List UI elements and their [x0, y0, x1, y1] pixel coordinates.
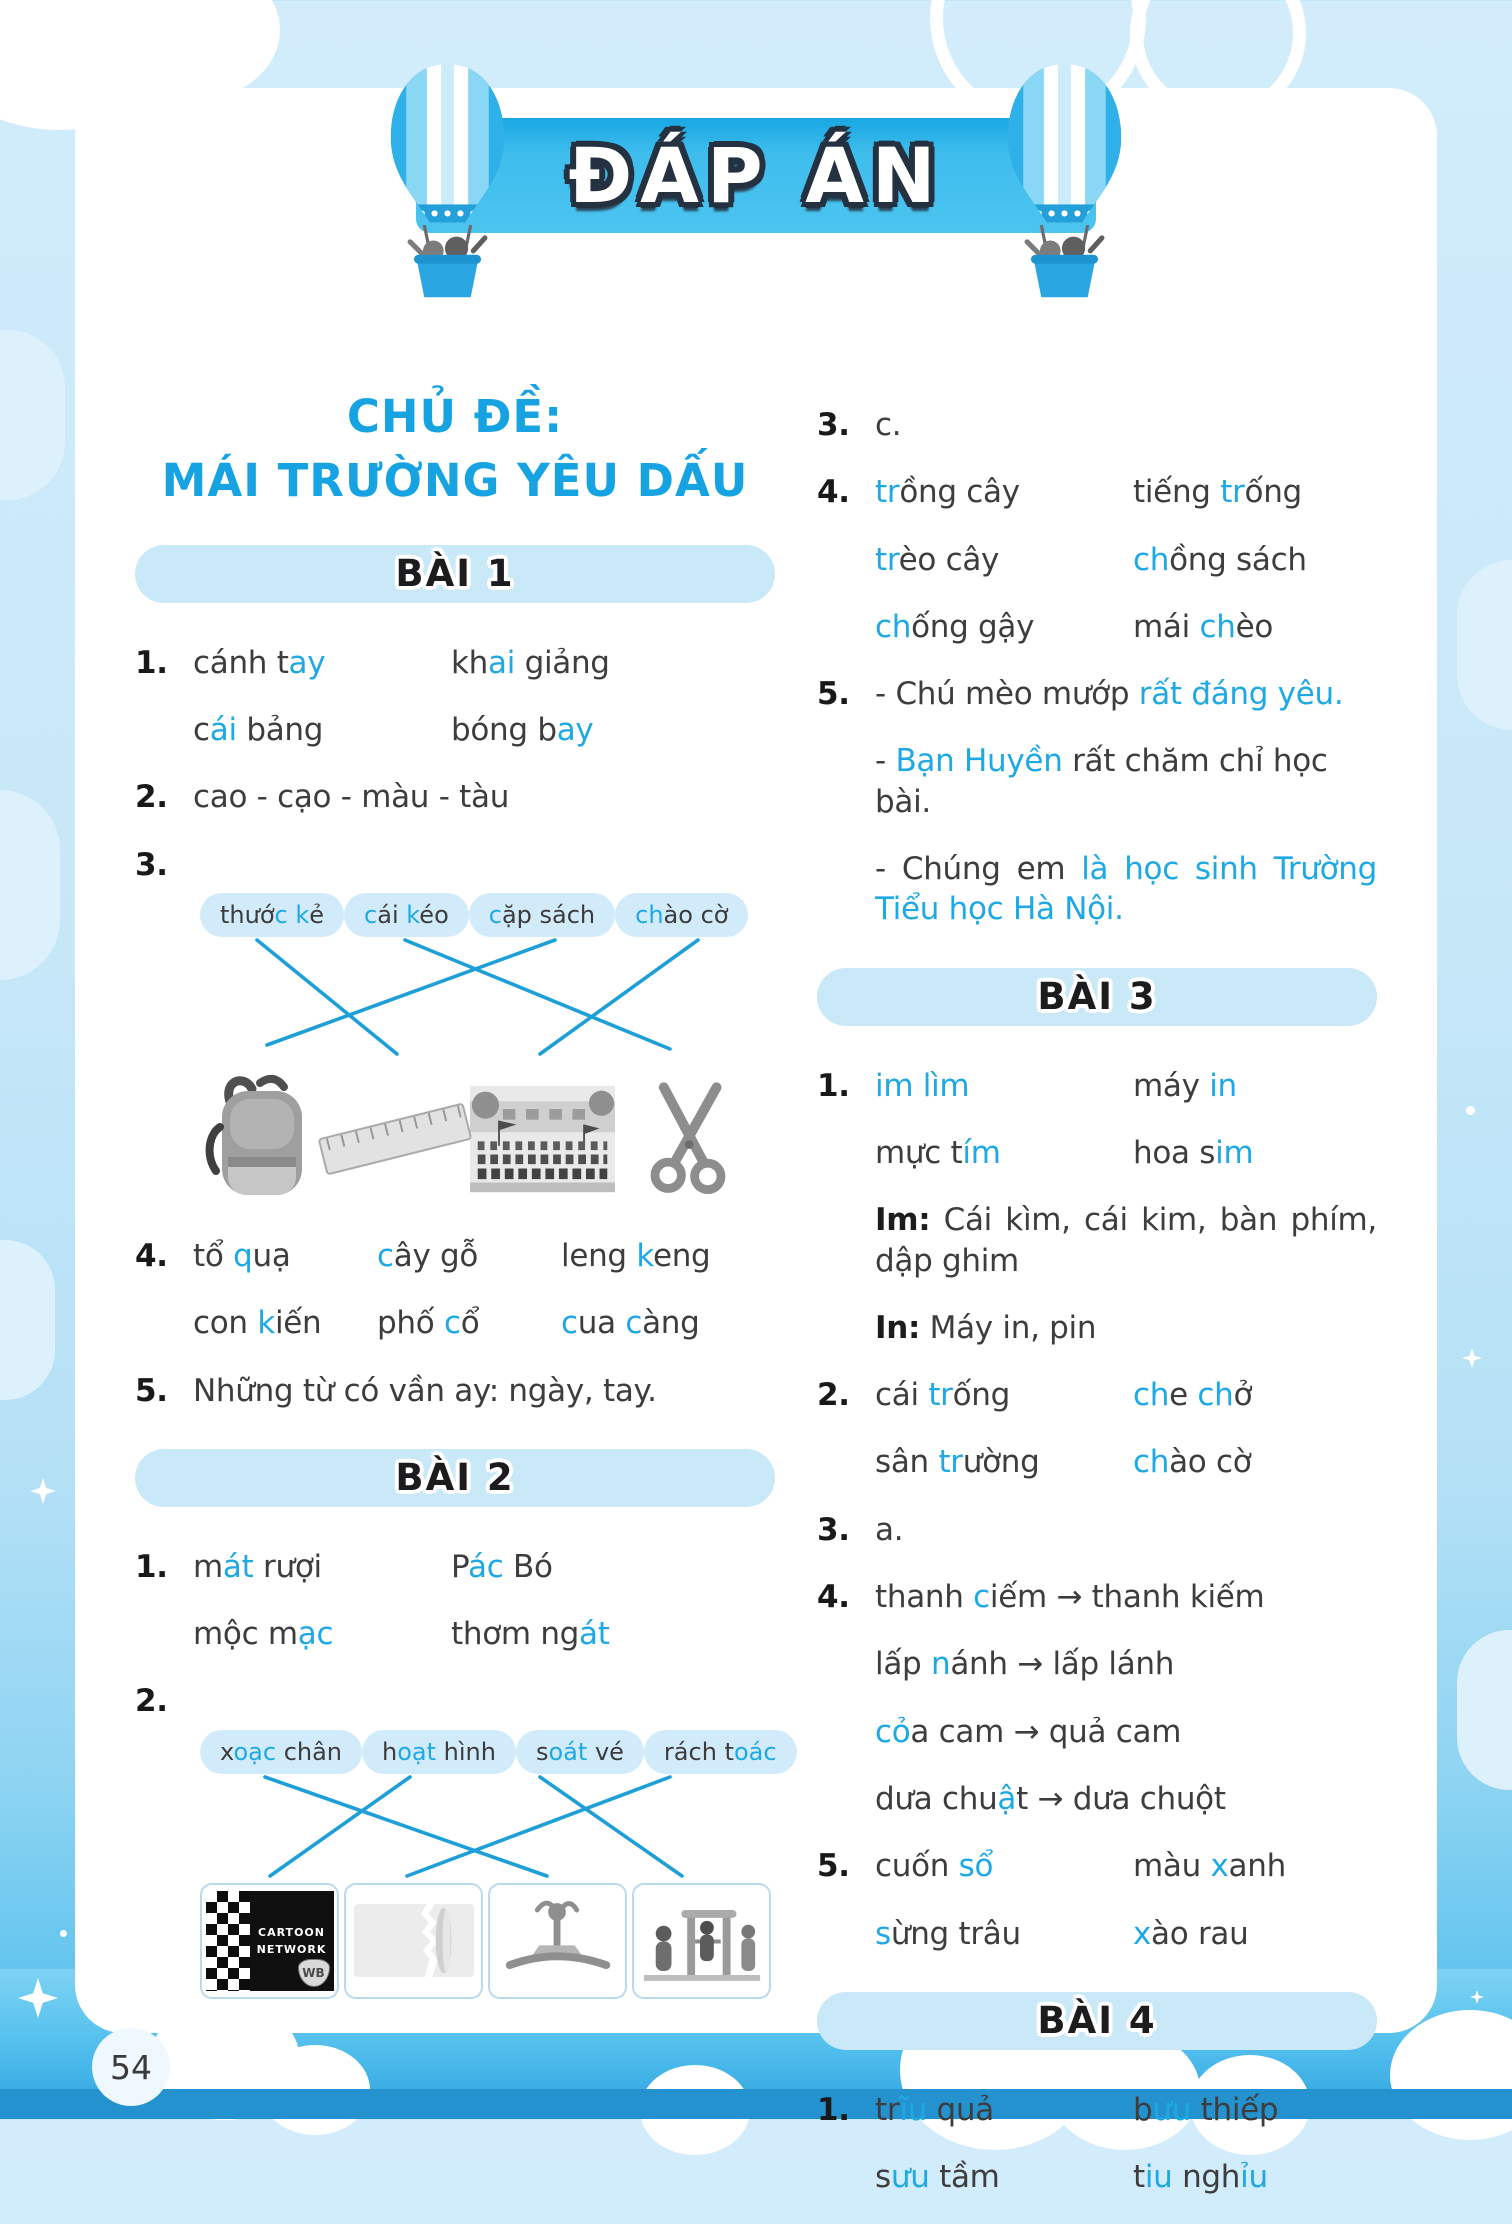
match-images	[135, 1057, 775, 1222]
answer-text: khai giảng	[451, 644, 610, 681]
item-number: 1.	[817, 1067, 850, 1104]
cloud-shape	[0, 1240, 55, 1400]
answer-text: mực tím	[875, 1134, 1001, 1171]
answer-row	[135, 1681, 775, 1721]
answer-row	[817, 674, 1377, 714]
answer-row	[817, 1577, 1377, 1617]
answer-text: màu xanh	[1133, 1848, 1286, 1885]
section-bai1	[135, 545, 775, 603]
answer-text: In: Máy in, pin	[875, 1309, 1097, 1346]
cloud-shape	[0, 790, 60, 980]
answer-text: chống gậy	[875, 608, 1035, 645]
answer-row	[135, 1236, 775, 1276]
answer-row	[817, 849, 1377, 930]
item-number: 5.	[817, 676, 850, 713]
match-label: cái kéo	[344, 893, 469, 937]
answer-text: sưu tầm	[875, 2159, 1000, 2196]
match-label: rách toác	[644, 1730, 797, 1774]
answer-text: cao - cạo - màu - tàu	[193, 779, 510, 816]
answer-text: cái trống	[875, 1377, 1011, 1414]
answer-text: thanh ciếm → thanh kiếm	[875, 1579, 1265, 1616]
answer-text: tổ quạ	[193, 1237, 291, 1274]
star-decoration	[1462, 1348, 1482, 1368]
item-number: 1.	[135, 1548, 168, 1585]
item-number: 5.	[135, 1372, 168, 1409]
cloud-shape	[1457, 560, 1512, 730]
match-labels	[135, 893, 775, 937]
answer-text: cỏa cam → quả cam	[875, 1713, 1182, 1750]
answer-text: cua càng	[561, 1305, 700, 1342]
match-label: thước kẻ	[200, 893, 344, 937]
matching-exercise-1	[135, 893, 775, 1222]
answer-text: xào rau	[1133, 1915, 1249, 1952]
answer-text: Pác Bó	[451, 1548, 553, 1585]
answer-row	[817, 1200, 1377, 1281]
match-labels	[135, 1730, 775, 1774]
item-number: 2.	[135, 779, 168, 816]
torn-paper-image	[344, 1883, 483, 1999]
answer-text: phố cổ	[377, 1305, 480, 1342]
answer-text: - Chúng em là học sinh Trường Tiểu học Hà Nội.	[875, 851, 1377, 928]
answer-text: Im: Cái kìm, cái kim, bàn phím, dập ghim	[875, 1202, 1377, 1279]
answer-text: thơm ngát	[451, 1616, 610, 1653]
left-column	[135, 323, 775, 2224]
star-decoration	[30, 1478, 56, 1504]
answer-row	[817, 1066, 1377, 1106]
answer-text: mộc mạc	[193, 1616, 334, 1653]
answer-row	[135, 1303, 775, 1343]
answer-text: cái bảng	[193, 712, 324, 749]
item-number: 4.	[135, 1237, 168, 1274]
item-number: 2.	[817, 1377, 850, 1414]
answer-row	[817, 1846, 1377, 1886]
ruler-image	[320, 1084, 470, 1194]
answer-row	[817, 1308, 1377, 1348]
answer-row	[817, 1712, 1377, 1752]
cartoon-text: CARTOON	[258, 1925, 325, 1939]
checkerboard	[206, 1891, 250, 1991]
hot-air-balloon-icon	[370, 60, 525, 305]
answer-row	[135, 1547, 775, 1587]
match-images	[135, 1879, 775, 2003]
backpack-image	[200, 1064, 320, 1214]
section-title: BÀI 2	[395, 1456, 515, 1500]
match-label: cặp sách	[469, 893, 615, 937]
item-number: 5.	[817, 1848, 850, 1885]
section-title: BÀI 1	[395, 552, 515, 596]
item-number: 3.	[817, 407, 850, 443]
answer-text: bóng bay	[451, 712, 594, 749]
hot-air-balloon-icon	[987, 60, 1142, 305]
answer-text: im lìm	[875, 1067, 970, 1104]
dot-decoration	[60, 1930, 67, 1937]
match-label: xoạc chân	[200, 1730, 362, 1774]
topic-line2: MÁI TRƯỜNG YÊU DẤU	[161, 453, 749, 507]
answer-row	[817, 1914, 1377, 1954]
answer-text: sân trường	[875, 1444, 1040, 1481]
dot-decoration	[1466, 1106, 1475, 1115]
cloud-shape	[0, 330, 65, 500]
answer-text: máy in	[1133, 1067, 1237, 1104]
answer-text: cuốn sổ	[875, 1848, 994, 1885]
answer-text: sừng trâu	[875, 1915, 1021, 1952]
answer-row	[817, 1779, 1377, 1819]
answer-text: a.	[875, 1511, 904, 1548]
scissors-image	[633, 1074, 743, 1204]
answer-row	[135, 777, 775, 817]
match-label: hoạt hình	[362, 1730, 516, 1774]
answer-text: mát rượi	[193, 1548, 322, 1585]
answer-row	[817, 1442, 1377, 1482]
answer-row	[135, 1614, 775, 1654]
answer-text: - Bạn Huyền rất chăm chỉ học bài.	[875, 743, 1328, 820]
answer-text: - Chú mèo mướp rất đáng yêu.	[875, 676, 1344, 713]
section-bai4	[817, 1992, 1377, 2050]
answer-text: Những từ có vần ay: ngày, tay.	[193, 1372, 657, 1409]
answer-text: hoa sim	[1133, 1134, 1254, 1171]
answer-row	[817, 607, 1377, 647]
answer-row	[817, 2157, 1377, 2197]
section-title: BÀI 3	[1037, 975, 1157, 1019]
section-bai2	[135, 1449, 775, 1507]
match-label: soát vé	[516, 1730, 644, 1774]
answer-text: mái chèo	[1133, 608, 1274, 645]
item-number: 4.	[817, 1579, 850, 1616]
section-bai3	[817, 968, 1377, 1026]
match-label: chào cờ	[615, 893, 748, 937]
flag-ceremony-image	[470, 1083, 615, 1195]
answer-row	[817, 1510, 1377, 1550]
matching-exercise-2	[135, 1730, 775, 2003]
section-title: BÀI 4	[1037, 1999, 1157, 2043]
item-number: 2.	[135, 1683, 168, 1720]
answer-text: chồng sách	[1133, 541, 1307, 578]
answer-text: con kiến	[193, 1305, 322, 1342]
answer-text: trĩu quả	[875, 2091, 994, 2128]
answer-text: bưu thiếp	[1133, 2091, 1279, 2128]
match-connector-lines	[135, 937, 775, 1057]
answer-text: leng keng	[561, 1237, 711, 1274]
item-number: 3.	[817, 1511, 850, 1548]
ticket-gate-image	[632, 1883, 771, 1999]
answer-row	[817, 405, 1377, 445]
page-number: 54	[92, 2028, 170, 2106]
match-connector-lines	[135, 1774, 775, 1879]
answer-row	[817, 472, 1377, 512]
item-number: 1.	[817, 2091, 850, 2128]
page-title: ĐÁP ÁN	[568, 131, 944, 220]
cartoon-network-image	[200, 1883, 339, 1999]
answer-row	[135, 710, 775, 750]
answer-text: cây gỗ	[377, 1237, 479, 1274]
answer-row	[817, 741, 1377, 822]
item-number: 3.	[135, 846, 168, 883]
topic-line1: CHỦ ĐỀ:	[346, 390, 564, 443]
item-number: 1.	[135, 644, 168, 681]
answer-row	[817, 1644, 1377, 1684]
answer-text: tiếng trống	[1133, 474, 1302, 511]
answer-row	[135, 845, 775, 885]
item-number: 4.	[817, 474, 850, 511]
topic-heading	[135, 385, 775, 513]
answer-text: che chở	[1133, 1377, 1253, 1414]
wb-shield-icon: WB	[298, 1959, 330, 1987]
answer-banner	[75, 88, 1437, 323]
answer-text: dưa chuật → dưa chuột	[875, 1780, 1226, 1817]
answer-text: lấp nánh → lấp lánh	[875, 1646, 1175, 1683]
right-column	[817, 323, 1377, 2224]
network-text: NETWORK	[256, 1942, 327, 1956]
cloud-shape	[1457, 1630, 1512, 1790]
answer-text: tiu nghỉu	[1133, 2159, 1268, 2196]
answer-row	[135, 643, 775, 683]
answer-text: chào cờ	[1133, 1444, 1252, 1481]
answer-row	[817, 1375, 1377, 1415]
answer-row	[135, 1371, 775, 1411]
answer-row	[817, 2090, 1377, 2130]
answer-text: trồng cây	[875, 474, 1020, 511]
answer-text: c.	[875, 407, 902, 443]
answer-row	[817, 1133, 1377, 1173]
dancer-splits-image	[488, 1883, 627, 1999]
answer-text: trèo cây	[875, 541, 1000, 578]
answer-text: cánh tay	[193, 644, 326, 681]
answer-row	[817, 540, 1377, 580]
